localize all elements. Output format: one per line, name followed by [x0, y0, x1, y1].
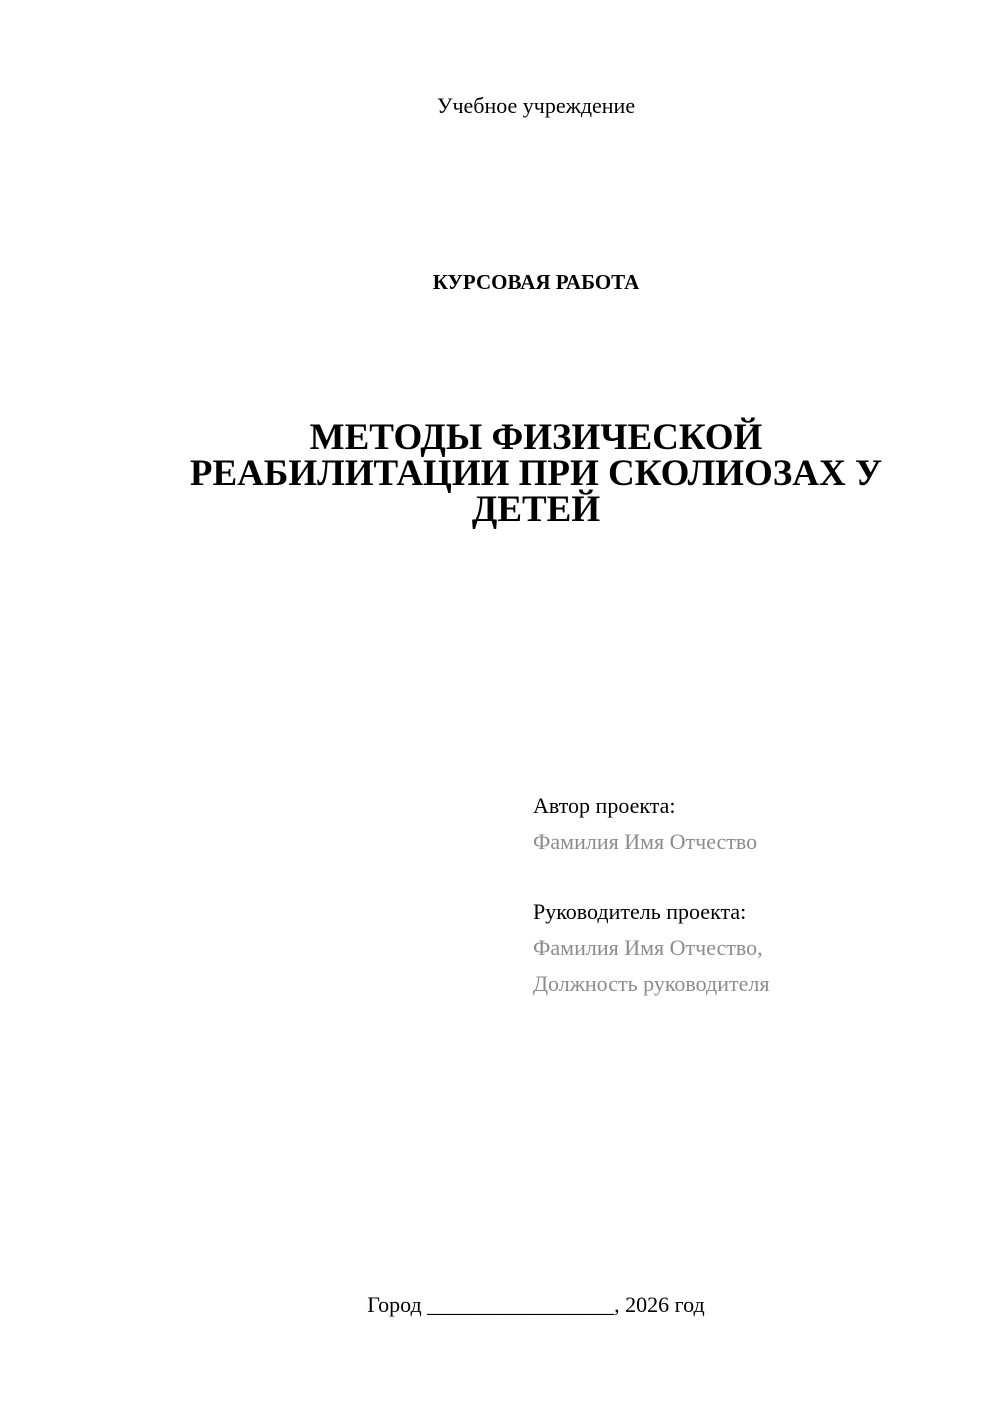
supervisor-label: Руководитель проекта: — [533, 899, 747, 924]
supervisor-position: Должность руководителя — [533, 971, 770, 996]
authors-block — [533, 788, 973, 1002]
city-year-line: Город _________________, 2026 год — [367, 1292, 705, 1317]
title-line: РЕАБИЛИТАЦИИ ПРИ СКОЛИОЗАХ У — [189, 453, 883, 494]
spacer — [533, 860, 973, 894]
title-line: ДЕТЕЙ — [471, 489, 601, 530]
supervisor-name: Фамилия Имя Отчество, — [533, 935, 763, 960]
institution-name: Учебное учреждение — [436, 93, 636, 118]
title-line: МЕТОДЫ ФИЗИЧЕСКОЙ — [309, 417, 763, 458]
author-label: Автор проекта: — [533, 793, 676, 818]
document-title — [150, 417, 922, 530]
work-type-heading: КУРСОВАЯ РАБОТА — [432, 270, 640, 294]
author-name: Фамилия Имя Отчество — [533, 829, 758, 854]
